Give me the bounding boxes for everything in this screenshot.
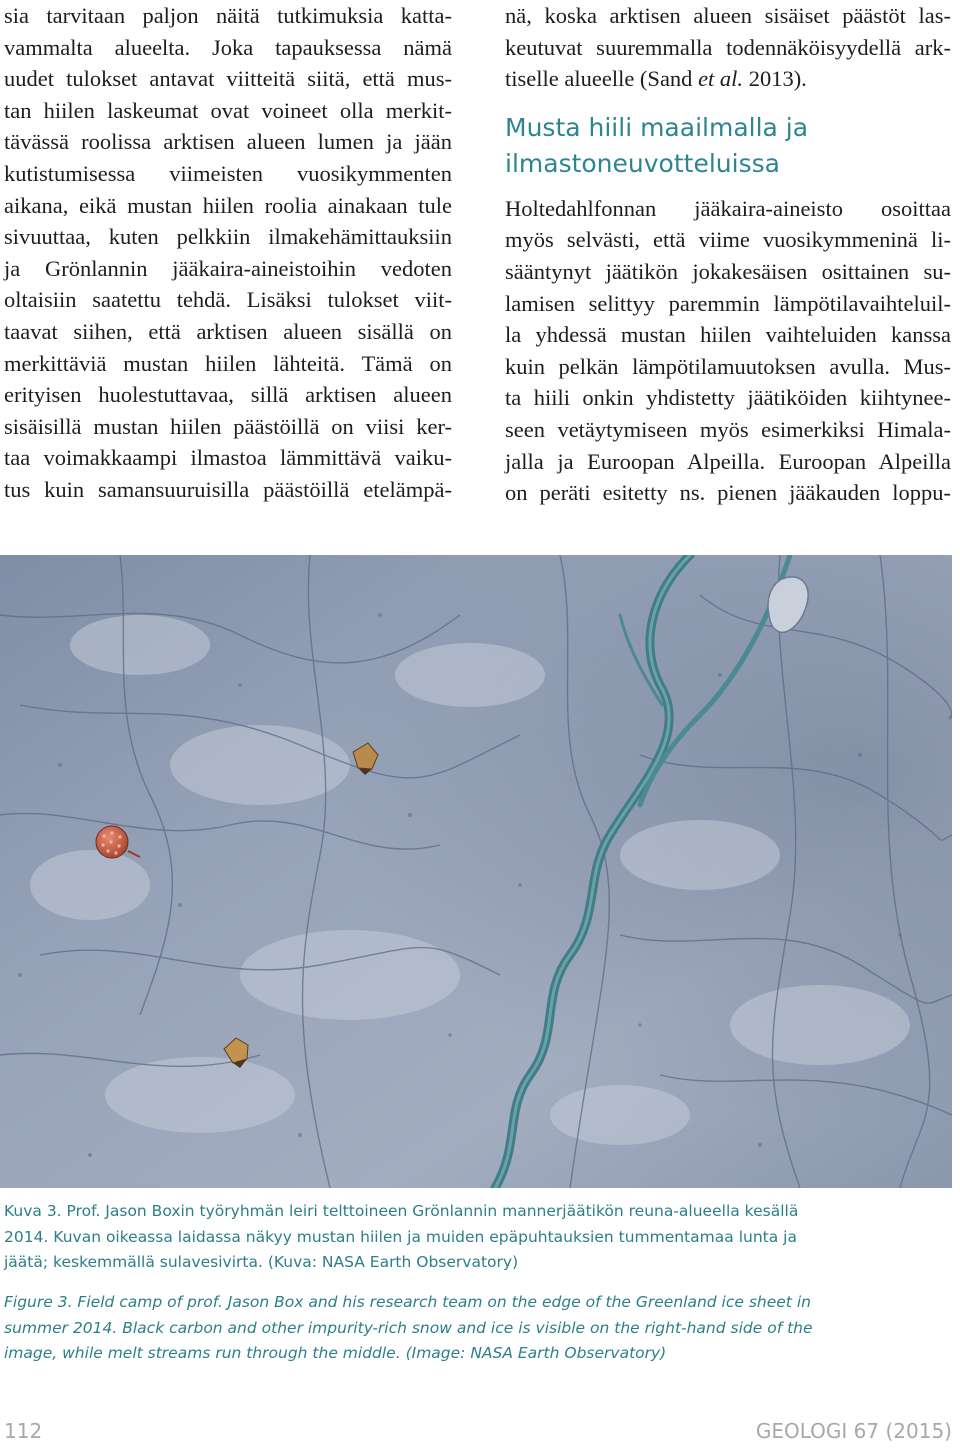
body-line: myös selvästi, että viime vuosikymmeninä li- [505,227,951,253]
body-line: sia tarvitaan paljon näitä tutkimuksia katta- [4,3,452,28]
aerial-ice-image [0,555,952,1188]
body-line: vammalta alueelta. Joka tapauksessa nämä [4,34,452,60]
body-line: seen vetäytymiseen myös esimerkiksi Himala- [505,416,951,442]
caption-line: Kuva 3. Prof. Jason Boxin työryhmän leiri telttoineen Grönlannin mannerjäätikön reuna-alueella kesällä [4,1202,799,1220]
body-line: uudet tulokset antavat viitteitä siitä, että mus- [4,66,452,92]
body-line: la yhdessä mustan hiilen vaihteluiden kanssa [505,322,951,348]
body-line: sääntynyt jäätikön jokakesäisen osittainen su- [505,258,951,284]
body-line: jalla ja Euroopan Alpeilla. Euroopan Alpeilla [505,448,951,474]
caption-line: 2014. Kuvan oikeassa laidassa näkyy mustan hiilen ja muiden epäpuhtauksien tummentamaa lunta ja [4,1227,797,1246]
body-line: nä, koska arktisen alueen sisäiset päästöt las- [505,3,951,28]
body-line: ja Grönlannin jääkaira-aineistoihin vedoten [4,255,452,281]
caption-line: image, while melt streams run through the middle. (Image: NASA Earth Observatory) [4,1344,667,1362]
body-line: on peräti esitetty ns. pienen jääkauden loppu- [505,480,951,506]
body-line: tus kuin samansuuruisilla päästöillä etelämpä- [4,476,452,502]
body-line: sisäisillä mustan hiilen päästöillä on viisi ker- [4,413,452,439]
caption-line: jäätä; keskemmällä sulavesivirta. (Kuva: NASA Earth Observatory) [4,1253,519,1271]
section-heading [505,110,951,182]
caption-english [4,1290,948,1367]
page-number: 112 [4,1419,43,1443]
caption-line: summer 2014. Black carbon and other impurity-rich snow and ice is visible on the right-hand side of the [4,1318,813,1337]
body-line: lamisen selittyy paremmin lämpötilavaihteluil- [505,290,951,316]
section-heading-line: Musta hiili maailmalla ja [505,112,809,142]
body-line: merkittäviä mustan hiilen lähteitä. Tämä on [4,350,452,376]
body-line: Holtedahlfonnan jääkaira-aineisto osoittaa [505,195,951,221]
citation-line [505,63,951,95]
body-line: taavat siihen, että arktisen alueen sisällä on [4,318,452,344]
right-column [505,0,951,509]
body-line: ta hiili onkin yhdistetty jäätiköiden kiihtynee- [505,385,951,411]
body-line: tan hiilen laskeumat ovat voineet olla merkit- [4,97,452,123]
section-heading-line: ilmastoneuvotteluissa [505,148,780,178]
body-line: oltaisiin saatettu tehdä. Lisäksi tulokset viit- [4,287,452,313]
body-line: tävässä roolissa arktisen alueen lumen ja jään [4,129,452,155]
left-column [4,0,452,506]
body-line: erityisen huolestuttavaa, sillä arktisen alueen [4,382,452,408]
body-line: keutuvat suuremmalla todennäköisyydellä ark- [505,34,951,60]
body-line: kuin pelkän lämpötilamuutoksen avulla. Mus- [505,353,951,379]
citation-text: tiselle alueelle (Sand [505,66,699,92]
body-line: sivuuttaa, kuten pelkkiin ilmakehämittauksiin [4,224,452,250]
caption-line: Figure 3. Field camp of prof. Jason Box and his research team on the edge of the Greenland ice sheet in [4,1293,811,1311]
body-line: aikana, eikä mustan hiilen roolia ainakaan tule [4,192,452,218]
caption-finnish [4,1199,948,1276]
citation-year: 2013). [743,66,807,92]
ice-sheet-photo [0,555,952,1188]
citation-etal: et al. [698,66,744,92]
body-line: taa voimakkaampi ilmastoa lämmittävä vaiku- [4,445,452,471]
journal-title: GEOLOGI 67 (2015) [755,1419,952,1443]
body-line: kutistumisessa viimeisten vuosikymmenten [4,160,452,186]
